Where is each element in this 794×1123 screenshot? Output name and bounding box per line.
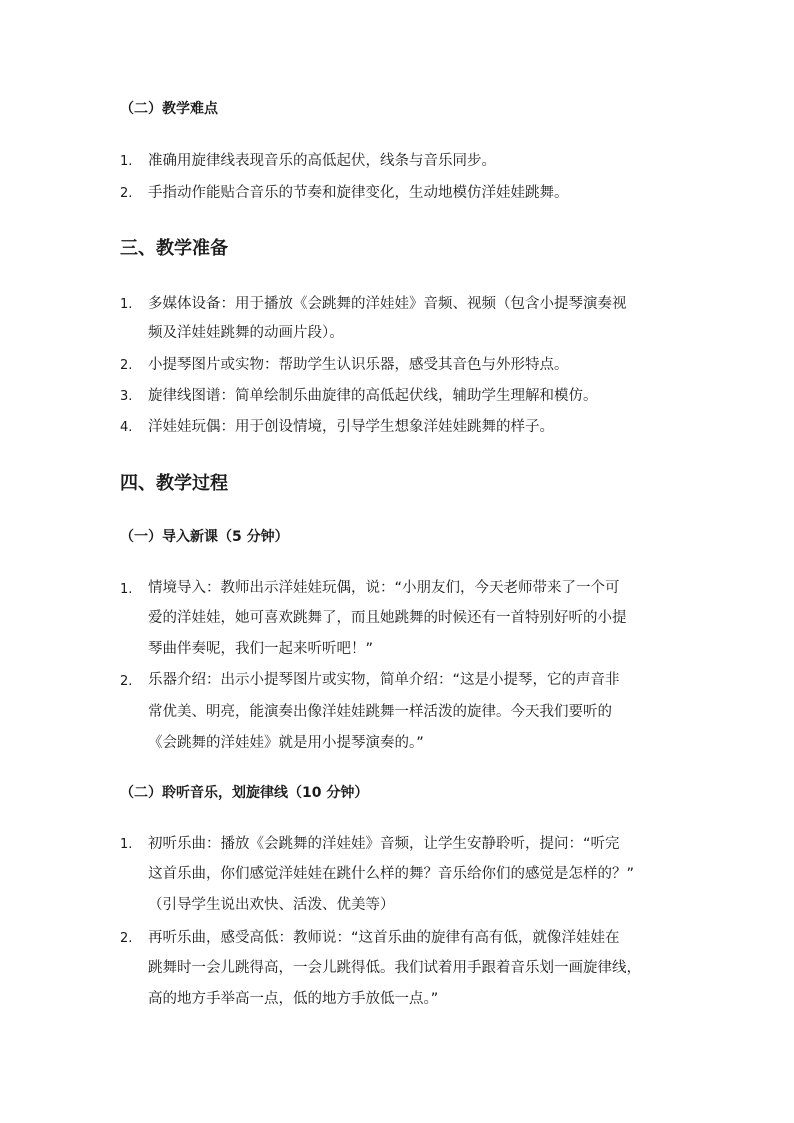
list-item-text: 旋律线图谱：简单绘制乐曲旋律的高低起伏线，辅助学生理解和模仿。: [148, 388, 598, 404]
list-item-text: 高的地方手举高一点，低的地方手放低一点。”: [148, 991, 439, 1007]
list-item-text: 准确用旋律线表现音乐的高低起伏，线条与音乐同步。: [148, 153, 496, 169]
list-item-text: 乐器介绍：出示小提琴图片或实物，简单介绍：“这是小提琴，它的声音非: [148, 672, 620, 688]
listen-heading: （二）聆听音乐，划旋律线（10 分钟）: [120, 785, 369, 801]
difficulty-heading: （二）教学难点: [120, 101, 218, 117]
list-item-number: 1.: [120, 582, 133, 597]
list-item-number: 4.: [120, 420, 133, 435]
list-item-number: 2.: [120, 358, 133, 373]
list-item-text: 再听乐曲，感受高低：教师说：“这首乐曲的旋律有高有低，就像洋娃娃在: [148, 930, 620, 946]
list-item-text: 多媒体设备：用于播放《会跳舞的洋娃娃》音频、视频（包含小提琴演奏视: [148, 296, 627, 312]
list-item-text: 跳舞时一会儿跳得高，一会儿跳得低。我们试着用手跟着音乐划一画旋律线，: [148, 960, 641, 976]
list-item-number: 3.: [120, 389, 133, 404]
list-item-number: 2.: [120, 674, 133, 689]
list-item-number: 1.: [120, 297, 133, 312]
preparation-heading: 三、教学准备: [120, 238, 228, 259]
list-item-text: 初听乐曲：播放《会跳舞的洋娃娃》音频，让学生安静聆听，提问：“听完: [148, 836, 620, 852]
list-item-text: 手指动作能贴合音乐的节奏和旋律变化，生动地模仿洋娃娃跳舞。: [148, 185, 569, 201]
list-item-text: 爱的洋娃娃，她可喜欢跳舞了，而且她跳舞的时候还有一首特别好听的小提: [148, 610, 627, 626]
list-item-text: 洋娃娃玩偶：用于创设情境，引导学生想象洋娃娃跳舞的样子。: [148, 419, 554, 435]
process-heading: 四、教学过程: [120, 473, 228, 494]
intro-heading: （一）导入新课（5 分钟）: [120, 529, 289, 545]
list-item-text: 小提琴图片或实物：帮助学生认识乐器，感受其音色与外形特点。: [148, 357, 569, 373]
list-item-number: 2.: [120, 931, 133, 946]
list-item-number: 1.: [120, 154, 133, 169]
list-item-text: 这首乐曲，你们感觉洋娃娃在跳什么样的舞？音乐给你们的感觉是怎样的？”: [148, 866, 635, 882]
list-item-text: 常优美、明亮，能演奏出像洋娃娃跳舞一样活泼的旋律。今天我们要听的: [148, 704, 612, 720]
list-item-text: 琴曲伴奏呢，我们一起来听听吧！”: [148, 641, 374, 657]
list-item-text: 情境导入：教师出示洋娃娃玩偶，说：“小朋友们，今天老师带来了一个可: [148, 580, 620, 596]
list-item-text: 频及洋娃娃跳舞的动画片段）。: [148, 325, 344, 341]
list-item-text: 《会跳舞的洋娃娃》就是用小提琴演奏的。”: [148, 735, 424, 751]
list-item-number: 1.: [120, 837, 133, 852]
list-item-text: （引导学生说出欢快、活泼、优美等）: [148, 897, 395, 913]
list-item-number: 2.: [120, 186, 133, 201]
